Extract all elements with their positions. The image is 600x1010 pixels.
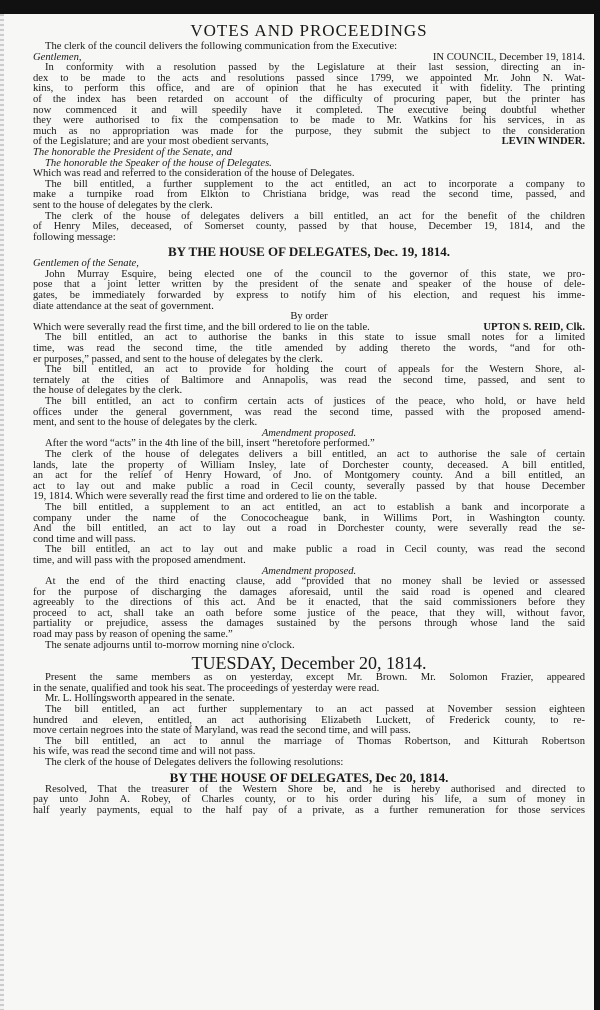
text-line: of Henry Miles, deceased, of Somerset county, passed by that house, December 19, 1814, and the [33,221,585,233]
text-line: And the bill entitled, an act to lay out a road in Dorchester county, were severally read the se- [33,523,585,535]
text-line: Present the same members as on yesterday, except Mr. Brown. Mr. Solomon Frazier, appeared [45,672,585,684]
text-line: Mr. L. Hollingsworth appeared in the senate. [45,693,235,705]
text-line: The bill entitled, an act to provide for holding the court of appeals for the Western Shore, al- [45,364,585,376]
text-line: his wife, was read the second time and will not pass. [33,746,256,758]
text-line: The clerk of the house of delegates delivers a bill entitled, an act for the benefit of the children [45,210,585,222]
text-line: The bill entitled, a supplement to an act entitled, an act to establish a bank and incorporate a [45,501,585,513]
text-line: The bill entitled, an act to lay out and make public a road in Cecil county, was read the second [45,544,585,556]
section-heading: BY THE HOUSE OF DELEGATES, Dec 20, 1814. [169,769,449,785]
text-line: diate attendance at the seat of government. [33,300,214,312]
text-line: proceed to act, shall take an oath before some justice of the peace, that they will, without favor, [33,607,585,619]
text-line: By order [290,311,328,323]
text-line: dex to be made to the acts and resolutions passed since 1799, we appointed Mr. John N. Wat- [33,72,585,84]
text-line: move certain negroes into the state of Maryland, was read the second time, and will pass. [33,725,411,737]
text-line: John Murray Esquire, being elected one of the council to the governor of this state, we pro- [45,268,585,280]
text-line: make a turnpike road from Elkton to Christiana bridge, was read the second time, passed, and [33,189,585,201]
text-line: The honorable the Speaker of the house of Delegates. [45,157,272,169]
text-line: cond time and will pass. [33,533,136,545]
text-line: After the word “acts” in the 4th line of the bill, insert “heretofore performed.” [45,438,375,450]
binding-edge [0,14,4,1010]
text-line: The bill entitled, a further supplement to the act entitled, an act to incorporate a company to [45,178,585,190]
text-line: The clerk of the house of Delegates delivers the following resolutions: [45,757,344,768]
section-heading: TUESDAY, December 20, 1814. [191,653,427,674]
text-line: The honorable the President of the Senate, and [33,146,233,158]
page-title: VOTES AND PROCEEDINGS [190,21,428,40]
text-line: hundred and eleven, entitled, an act authorising Elizabeth Luckett, of Frederick county, to re- [33,714,585,726]
text-line: The senate adjourns until to-morrow morning nine o'clock. [45,639,295,651]
text-line: Gentlemen of the Senate, [33,258,139,270]
section-heading: BY THE HOUSE OF DELEGATES, Dec. 19, 1814. [167,244,451,260]
text-line: time, was read the second time, the title amended by adding thereto the words, “and for oth- [33,343,585,355]
text-line: Which was read and referred to the consideration of the house of Delegates. [33,168,355,180]
text-line: Amendment proposed. [261,565,357,577]
text-line: offices under the general government, was read the second time, passed with the proposed amend- [33,406,585,418]
text-line: in the senate, qualified and took his seat. The proceedings of yesterday were read. [33,682,380,694]
line-left-text: Which were severally read the first time, and the bill ordered to lie on the table. [33,321,370,333]
text-line: lands, late the property of William Insley, late of Dorchester county, deceased. A bill entitled, [33,459,585,471]
text-line: sent to the house of delegates by the clerk. [33,199,213,211]
text-line: The clerk of the house of delegates delivers a bill entitled, an act to authorise the sale of certain [45,448,585,460]
text-line: much as no appropriation was made for the purpose, they submit the subject to the consideration [33,125,585,137]
text-line: time, and will pass with the proposed amendment. [33,554,246,566]
text-line: Resolved, That the treasurer of the Western Shore be, and he is hereby authorised and directed to [45,783,585,795]
text-line: The bill entitled, an act further supplementary to an act passed at November session eighteen [45,704,585,716]
text-line: Amendment proposed. [261,427,357,439]
text-line: er purposes,” passed, and sent to the house of delegates by the clerk. [33,353,323,365]
text-line: partiality or prejudice, assess the damages sustained by the persons through whose land the said [33,618,585,630]
line-right-text: IN COUNCIL, December 19, 1814. [432,51,585,63]
text-line: pay unto John A. Robey, of Charles county, or to his order during his life, a sum of money in [33,794,585,806]
line-left-text: Gentlemen, [33,51,82,63]
text-line: The bill entitled, an act to annul the marriage of Thomas Robertson, and Kitturah Robertson [45,735,585,747]
text-line: The bill entitled, an act to confirm certain acts of justices of the peace, who hold, or have held [45,396,585,407]
text-line: for the purpose of discharging the damages aforesaid, until the said road is opened and cleared [33,586,585,598]
text-line: In conformity with a resolution passed by the Legislature at their last session, directing an in- [45,62,585,74]
text-line: they were authorised to fix the compensation to be made to Mr. Watkins for his services, in as [33,115,585,127]
text-line: At the end of the third enacting clause, add “provided that no money shall be levied or assessed [45,576,585,588]
text-line: company under the name of the Conococheague bank, in Willims Port, in Washington county. [33,512,585,524]
text-line: The bill entitled, an act to authorise the banks in this state to issue small notes for a limited [45,332,585,344]
text-line: now commenced it and will speedily have it completed. The executive being doubtful whether [33,104,585,116]
line-left-text: of the Legislature; and are your most obedient servants, [33,136,269,148]
text-line: act to lay out and make public a road in Cecil county, severally passed by that house December [33,480,585,492]
text-line: kins, to perform this office, and are of opinion that he has executed it with fidelity. The printing [33,83,585,95]
text-line: ment, and sent to the house of delegates by the clerk. [33,417,258,429]
text-line: the house of delegates by the clerk. [33,385,183,397]
text-line: pose that a joint letter written by the president of the senate and speaker of the house of dele- [33,279,585,291]
text-line: 19, 1814. Which were severally read the first time and ordered to lie on the table. [33,491,377,503]
text-line: of the index has been retarded on account of the difficulty of procuring paper, but the printer has [33,93,585,105]
text-line: following message: [33,231,116,243]
text-line: gates, be immediately forwarded by express to notify him of his election, and request his imme- [33,290,585,302]
text-line: half yearly payments, equal to the half pay of a private, as a further remuneration for those services [33,804,585,816]
text-line: road may pass by reason of opening the same.” [33,629,233,641]
text-line: ternately at the cities of Baltimore and Annapolis, was read the second time, passed, and sent to [33,374,585,386]
text-line: an act for the relief of Henry Howard, of Jno. of Montgomery county. And a bill entitled, an [33,470,585,482]
text-line: The clerk of the council delivers the following communication from the Executive: [45,41,398,52]
page-text [33,20,585,816]
text-line: agreeably to the directions of this act. And be it enacted, that the said commissioners before they [33,597,585,609]
line-right-text: UPTON S. REID, Clk. [483,321,585,333]
line-right-text: LEVIN WINDER. [501,136,585,148]
